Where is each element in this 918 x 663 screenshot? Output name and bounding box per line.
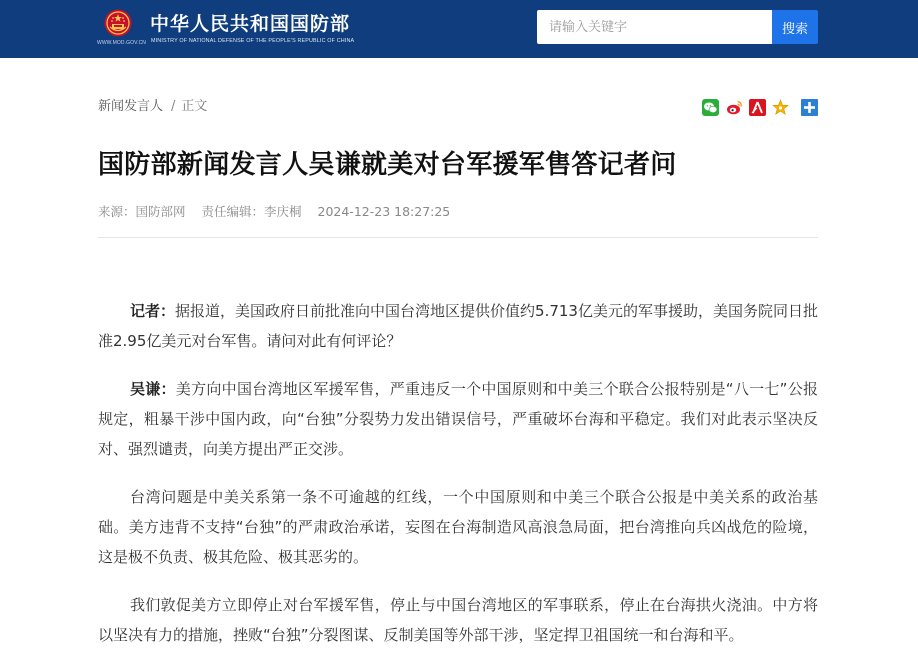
search-button[interactable]: 搜索 (772, 10, 818, 44)
weibo-icon[interactable] (726, 99, 743, 116)
breadcrumb-current: 正文 (181, 99, 208, 114)
paragraph-text: 美方向中国台湾地区军援军售，严重违反一个中国原则和中美三个联合公报特别是“八一七”公报规定，粗暴干涉中国内政，向“台独”分裂势力发出错误信号，严重破坏台海和平稳定。我们对此表示坚决反对、强烈谴责，向美方提出严正交涉。 (98, 380, 818, 458)
paragraph-text: 据报道，美国政府日前批准向中国台湾地区提供价值约5.713亿美元的军事援助，美国务院同日批准2.95亿美元对台军售。请问对此有何评论？ (98, 302, 818, 350)
breadcrumb-separator: / (171, 99, 176, 114)
search-input[interactable] (537, 10, 772, 44)
article-paragraph (98, 296, 818, 356)
article-paragraph (98, 374, 818, 464)
favorite-star-icon[interactable] (772, 99, 789, 116)
paragraph-text: 台湾问题是中美关系第一条不可逾越的红线，一个中国原则和中美三个联合公报是中美关系的政治基础。美方违背不支持“台独”的严肃政治承诺，妄图在台海制造风高浪急局面，把台湾推向兵凶战危的险境，这是极不负责、极其危险、极其恶劣的。 (98, 488, 818, 566)
share-bar (702, 99, 818, 117)
renren-icon[interactable] (749, 99, 766, 116)
article-paragraph (98, 482, 818, 572)
article-body (98, 296, 818, 663)
site-header (0, 0, 918, 58)
article-paragraph (98, 590, 818, 650)
article-editor: 责任编辑：李庆桐 (201, 204, 302, 219)
more-plus-icon[interactable] (801, 99, 818, 116)
article-meta (98, 203, 462, 221)
site-url: WWW.MOD.GOV.CN (97, 40, 146, 46)
breadcrumb-link-spokesperson[interactable]: 新闻发言人 (98, 99, 164, 114)
site-subtitle: MINISTRY OF NATIONAL DEFENSE OF THE PEOPLE'S REPUBLIC OF CHINA (151, 38, 355, 44)
paragraph-text: 我们敦促美方立即停止对台军援军售，停止与中国台湾地区的军事联系，停止在台海拱火浇油。中方将以坚决有力的措施，挫败“台独”分裂图谋、反制美国等外部干涉，坚定捍卫祖国统一和台海和平。 (98, 596, 818, 644)
article-source: 来源：国防部网 (98, 204, 186, 219)
article-title: 国防部新闻发言人吴谦就美对台军援军售答记者问 (98, 150, 677, 180)
meta-divider (98, 237, 818, 238)
site-title[interactable]: 中华人民共和国国防部 (150, 13, 351, 35)
article-datetime: 2024-12-23 18:27:25 (317, 204, 451, 219)
breadcrumb (98, 98, 207, 116)
speaker-label: 吴谦： (130, 380, 176, 398)
wechat-icon[interactable] (702, 99, 719, 116)
national-emblem-icon[interactable] (104, 9, 132, 37)
speaker-label: 记者： (130, 302, 176, 320)
